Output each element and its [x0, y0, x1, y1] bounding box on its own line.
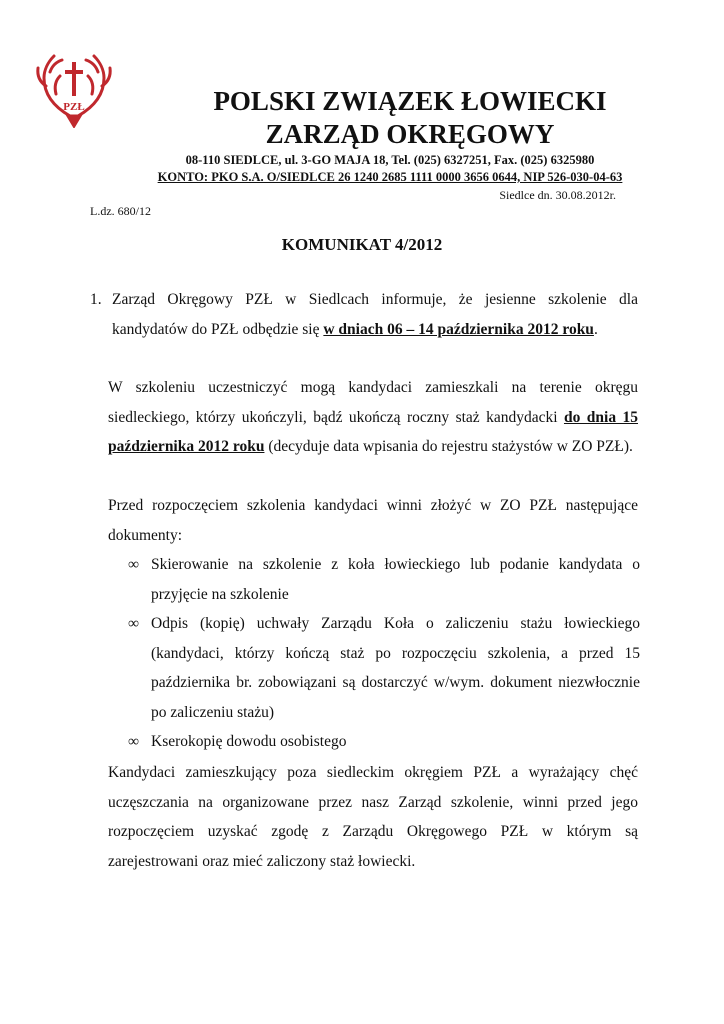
- list-item: [128, 550, 640, 609]
- document-requirement: Kserokopię dowodu osobistego: [151, 733, 347, 750]
- documents-list: [128, 550, 640, 757]
- org-address: 08-110 SIEDLCE, ul. 3-GO MAJA 18, Tel. (025) 6327251, Fax. (025) 6325980: [185, 153, 595, 167]
- reference-number: L.dz. 680/12: [90, 204, 151, 218]
- infinity-bullet-icon: ∞: [128, 556, 140, 573]
- infinity-bullet-icon: ∞: [128, 615, 140, 632]
- document-requirement: Odpis (kopię) uchwały Zarządu Koła o zaliczeniu stażu łowieckiego (kandydaci, którzy kończą staż po rozpoczęciu szkolenia, a przed 15 października br. zobowiązani są dostarczyć w/wym. dokument niezwłocznie po zaliczeniu stażu): [151, 615, 640, 721]
- logo-text: PZŁ: [63, 101, 85, 113]
- document-date: Siedlce dn. 30.08.2012r.: [499, 188, 616, 202]
- list-item: [128, 609, 640, 727]
- paragraph-documents: Przed rozpoczęciem szkolenia kandydaci winni złożyć w ZO PZŁ następujące dokumenty:: [108, 497, 638, 544]
- pzl-antler-logo-icon: [34, 52, 114, 128]
- document-requirement: Skierowanie na szkolenie z koła łowieckiego lub podanie kandydata o przyjęcie na szkolenie: [151, 556, 640, 603]
- eligibility-text: W szkoleniu uczestniczyć mogą kandydaci zamieszkali na terenie okręgu siedleckiego, którzy ukończyli, bądź ukończą roczny staż kandydacki: [108, 379, 638, 426]
- document-title: KOMUNIKAT 4/2012: [281, 235, 443, 254]
- training-dates-emphasis: w dniach 06 – 14 października 2012 roku: [323, 320, 594, 338]
- list-item: [128, 727, 640, 757]
- intro-end: .: [593, 320, 598, 338]
- eligibility-end: (decyduje data wpisania do rejestru stażystów w ZO PZŁ).: [264, 438, 633, 455]
- infinity-bullet-icon: ∞: [128, 733, 140, 750]
- org-name-line2: ZARZĄD OKRĘGOWY: [265, 119, 555, 149]
- intro-text: Zarząd Okręgowy PZŁ w Siedlcach informuje, że jesienne szkolenie dla kandydatów do PZŁ odbędzie się: [112, 291, 638, 338]
- paragraph-intro: [90, 285, 638, 344]
- paragraph-eligibility: [108, 373, 638, 462]
- paragraph-other-districts: Kandydaci zamieszkujący poza siedleckim okręgiem PZŁ a wyrażający chęć uczęszczania na organizowane przez nasz Zarząd szkolenie, winni przed jego rozpoczęciem uzyskać zgodę z Zarządu Okręgowego PZŁ w którym są zarejestrowani oraz mieć zaliczony staż łowiecki.: [108, 764, 638, 870]
- list-item-1: [90, 285, 638, 344]
- org-name-line1: POLSKI ZWIĄZEK ŁOWIECKI: [213, 86, 607, 116]
- list-item-number: 1.: [90, 291, 102, 308]
- org-bank-account: KONTO: PKO S.A. O/SIEDLCE 26 1240 2685 1111 0000 3656 0644, NIP 526-030-04-63: [157, 170, 623, 184]
- deadline-emphasis: do dnia 15 października 2012 roku: [108, 408, 638, 455]
